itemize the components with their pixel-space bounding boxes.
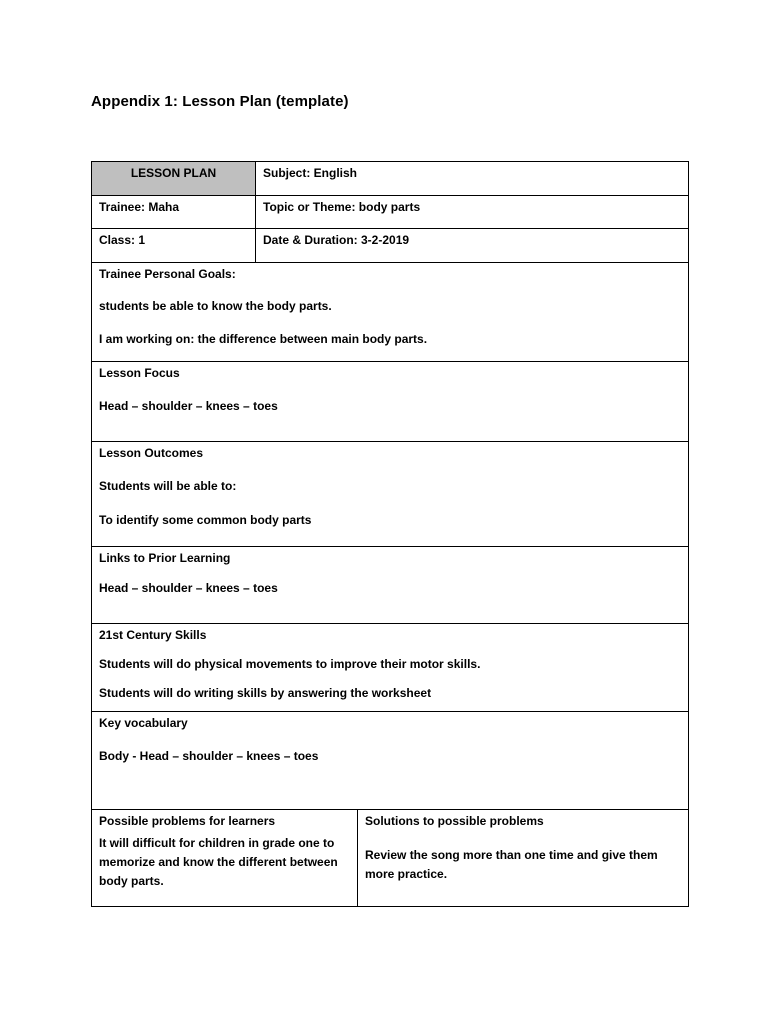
prior-learning-line1: Head – shoulder – knees – toes [99,581,278,595]
prior-learning-label: Links to Prior Learning [99,551,231,565]
subject-text: Subject: English [263,166,358,180]
skills-cell [91,623,689,712]
class-text: Class: 1 [99,233,146,247]
problems-label: Possible problems for learners [99,814,276,828]
skills-label: 21st Century Skills [99,628,207,642]
lesson-plan-table [91,161,689,907]
topic-cell [255,195,689,229]
lesson-outcomes-line2: To identify some common body parts [99,513,312,527]
lesson-outcomes-label: Lesson Outcomes [99,446,204,460]
date-duration-text: Date & Duration: 3-2-2019 [263,233,410,247]
lesson-focus-label: Lesson Focus [99,366,180,380]
date-duration-cell [255,228,689,263]
skills-line1: Students will do physical movements to improve their motor skills. [99,657,481,671]
personal-goals-line2: I am working on: the difference between main body parts. [99,332,428,346]
solutions-cell [357,809,689,907]
personal-goals-line1: students be able to know the body parts. [99,299,332,313]
problems-cell [91,809,358,907]
trainee-cell [91,195,256,229]
lesson-plan-header-cell [91,161,256,196]
problems-text: It will difficult for children in grade one to memorize and know the different between body parts. [99,836,338,888]
lesson-plan-header-label: LESSON PLAN [130,166,217,180]
personal-goals-cell [91,262,689,362]
trainee-text: Trainee: Maha [99,200,180,214]
lesson-focus-cell [91,361,689,442]
prior-learning-cell [91,546,689,624]
solutions-label: Solutions to possible problems [365,814,544,828]
lesson-focus-line1: Head – shoulder – knees – toes [99,399,278,413]
vocabulary-label: Key vocabulary [99,716,188,730]
lesson-outcomes-cell [91,441,689,547]
subject-cell [255,161,689,196]
document-title: Appendix 1: Lesson Plan (template) [91,93,349,110]
solutions-text: Review the song more than one time and give them more practice. [365,848,658,881]
personal-goals-label: Trainee Personal Goals: [99,267,236,281]
lesson-outcomes-line1: Students will be able to: [99,479,237,493]
topic-text: Topic or Theme: body parts [263,200,421,214]
skills-line2: Students will do writing skills by answering the worksheet [99,686,432,700]
vocabulary-line1: Body - Head – shoulder – knees – toes [99,749,319,763]
class-cell [91,228,256,263]
vocabulary-cell [91,711,689,810]
